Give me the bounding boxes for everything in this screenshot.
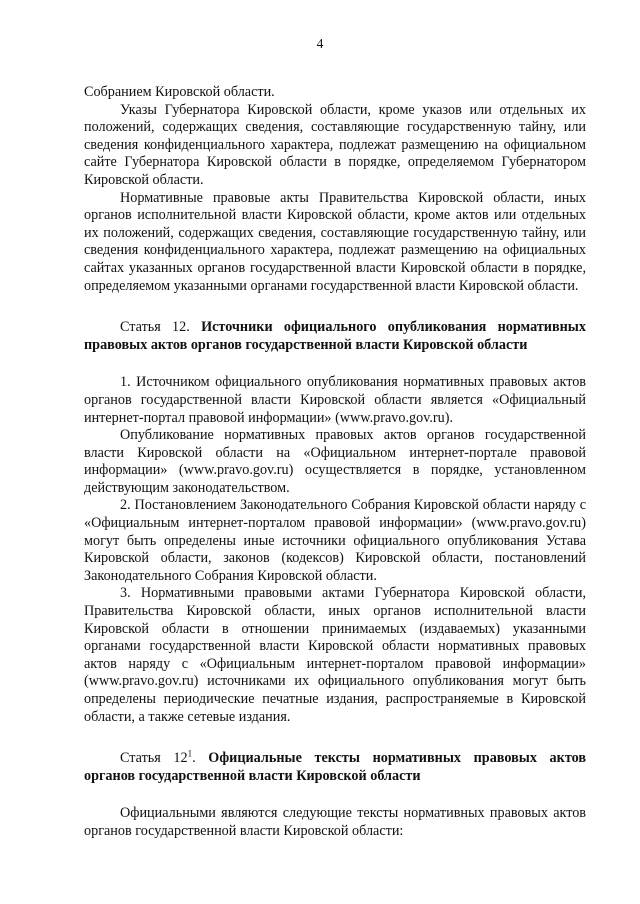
paragraph: 3. Нормативными правовыми актами Губернатора Кировской области, Правительства Кировской области, иных органов исполнительной власти Кировской области в отношении принимаемых (издаваемых) указанными органами государственной власти Кировской области нормативных правовых актов наряду с «Официальным интернет-порталом правовой информации» (www.pravo.gov.ru) источниками их официального опубликования могут быть определены периодические печатные издания, распространяемые в Кировской области, а также сетевые издания. bbox=[84, 585, 586, 725]
document-body bbox=[84, 84, 586, 841]
page-number: 4 bbox=[316, 36, 324, 51]
paragraph: Указы Губернатора Кировской области, кроме указов или отдельных их положений, содержащих сведения, составляющие государственную тайну, или сведения конфиденциального характера, подлежат размещению на официальном сайте Губернатора Кировской области в порядке, определяемом Губернатором Кировской области. bbox=[84, 101, 586, 188]
paragraph: Опубликование нормативных правовых актов органов государственной власти Кировской области на «Официальном интернет-портале правовой информации» (www.pravo.gov.ru) осуществляется в порядке, установленном действующим законодательством. bbox=[84, 427, 586, 496]
paragraph: Официальными являются следующие тексты нормативных правовых актов органов государственной власти Кировской области: bbox=[84, 805, 586, 839]
article-12-1-title: Официальные тексты нормативных правовых актов органов государственной власти Кировской области bbox=[84, 750, 587, 784]
article-12-prefix: Статья 12. bbox=[120, 319, 202, 336]
article-12-1-prefix: Статья 12 bbox=[120, 750, 188, 767]
article-12-title: Источники официального опубликования нормативных правовых актов органов государственной власти Кировской области bbox=[84, 319, 586, 353]
paragraph: Нормативные правовые акты Правительства Кировской области, иных органов исполнительной власти Кировской области, кроме актов или отдельных их положений, содержащих сведения, составляющие государственную тайну, или сведения конфиденциального характера, подлежат размещению на официальных сайтах указанных органов государственной власти Кировской области в порядке, определяемом указанными органами государственной власти Кировской области. bbox=[84, 189, 586, 294]
article-12-1-heading bbox=[84, 750, 586, 785]
article-12-1-superscript: 1 bbox=[187, 748, 193, 759]
article-12-heading bbox=[84, 319, 586, 354]
paragraph: Собранием Кировской области. bbox=[84, 84, 275, 100]
paragraph: 1. Источником официального опубликования нормативных правовых актов органов государственной власти Кировской области является «Официальный интернет-портал правовой информации» (www.pravo.gov.ru). bbox=[84, 374, 586, 426]
paragraph: 2. Постановлением Законодательного Собрания Кировской области наряду с «Официальным интернет-порталом правовой информации» (www.pravo.gov.ru) могут быть определены иные источники официального опубликования Устава Кировской области, законов (кодексов) Кировской области, постановлений Законодательного Собрания Кировской области. bbox=[84, 497, 586, 584]
article-12-1-separator: . bbox=[192, 750, 209, 767]
